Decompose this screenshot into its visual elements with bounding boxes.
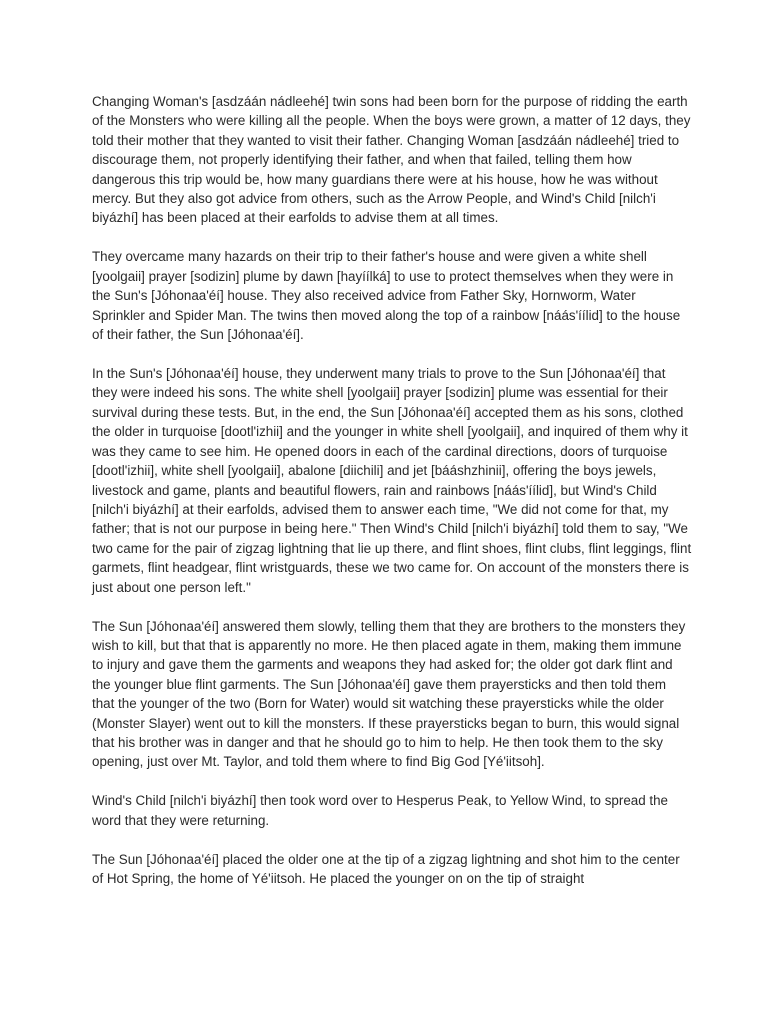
paragraph-1: Changing Woman's [asdzáán nádleehé] twin sons had been born for the purpose of ridding the earth of the Monsters who were killing all the people. When the boys were grown, a matter of 12 days, they told their mother that they wanted to visit their father. Changing Woman [asdzáán nádleehé] tried to discourage them, not properly identifying their father, and when that failed, telling them how dangerous this trip would be, how many guardians there were at his house, how he was without mercy. But they also got advice from others, such as the Arrow People, and Wind's Child [nilch'i biyázhí] has been placed at their earfolds to advise them at all times. bbox=[92, 94, 691, 226]
paragraph-6: The Sun [Jóhonaa'éí] placed the older one at the tip of a zigzag lightning and shot him to the center of Hot Spring, the home of Yé'iitsoh. He placed the younger on on the tip of straight bbox=[92, 851, 680, 887]
paragraph-4: The Sun [Jóhonaa'éí] answered them slowly, telling them that they are brothers to the monsters they wish to kill, but that that is apparently no more. He then placed agate in them, making them immune to injury and gave them the garments and weapons they had asked for; the older got dark flint and the younger blue flint garments. The Sun [Jóhonaa'éí] gave them prayersticks and then told them that the younger of the two (Born for Water) would sit watching these prayersticks while the older (Monster Slayer) went out to kill the monsters. If these prayersticks began to burn, this would signal that his brother was in danger and that he should go to him to help. He then took them to the sky opening, just over Mt. Taylor, and told them where to find Big God [Yé'iitsoh]. bbox=[92, 618, 686, 770]
paragraph-3: In the Sun's [Jóhonaa'éí] house, they underwent many trials to prove to the Sun [Jóhonaa'éí] that they were indeed his sons. The white shell [yoolgaii] prayer [sodizin] plume was essential for their survival during these tests. But, in the end, the Sun [Jóhonaa'éí] accepted them as his sons, clothed the older in turquoise [dootl'izhii] and the younger in white shell [yoolgaii], and inquired of them why it was they came to see him. He opened doors in each of the cardinal directions, doors of turquoise [dootl'izhii], white shell [yoolgaii], abalone [diichili] and jet [bááshzhinii], offering the boys jewels, livestock and game, plants and beautiful flowers, rain and rainbows [náás'íílid], but Wind's Child [nilch'i biyázhí] at their earfolds, advised them to answer each time, "We did not come for that, my father; that is not our purpose in being here." Then Wind's Child [nilch'i biyázhí] told them to say, "We two came for the pair of zigzag lightning that lie up there, and flint shoes, flint clubs, flint leggings, flint garmets, flint headgear, flint wristguards, these we two came for. On account of the monsters there is just about one person left." bbox=[92, 366, 692, 595]
paragraph-5: Wind's Child [nilch'i biyázhí] then took word over to Hesperus Peak, to Yellow Wind, to spread the word that they were returning. bbox=[92, 793, 668, 828]
document-body bbox=[92, 92, 692, 908]
paragraph-2: They overcame many hazards on their trip to their father's house and were given a white shell [yoolgaii] prayer [sodizin] plume by dawn [hayíílká] to use to protect themselves when they were in the Sun's [Jóhonaa'éí] house. They also received advice from Father Sky, Hornworm, Water Sprinkler and Spider Man. The twins then moved along the top of a rainbow [náás'íílid] to the house of their father, the Sun [Jóhonaa'éí]. bbox=[92, 249, 681, 343]
